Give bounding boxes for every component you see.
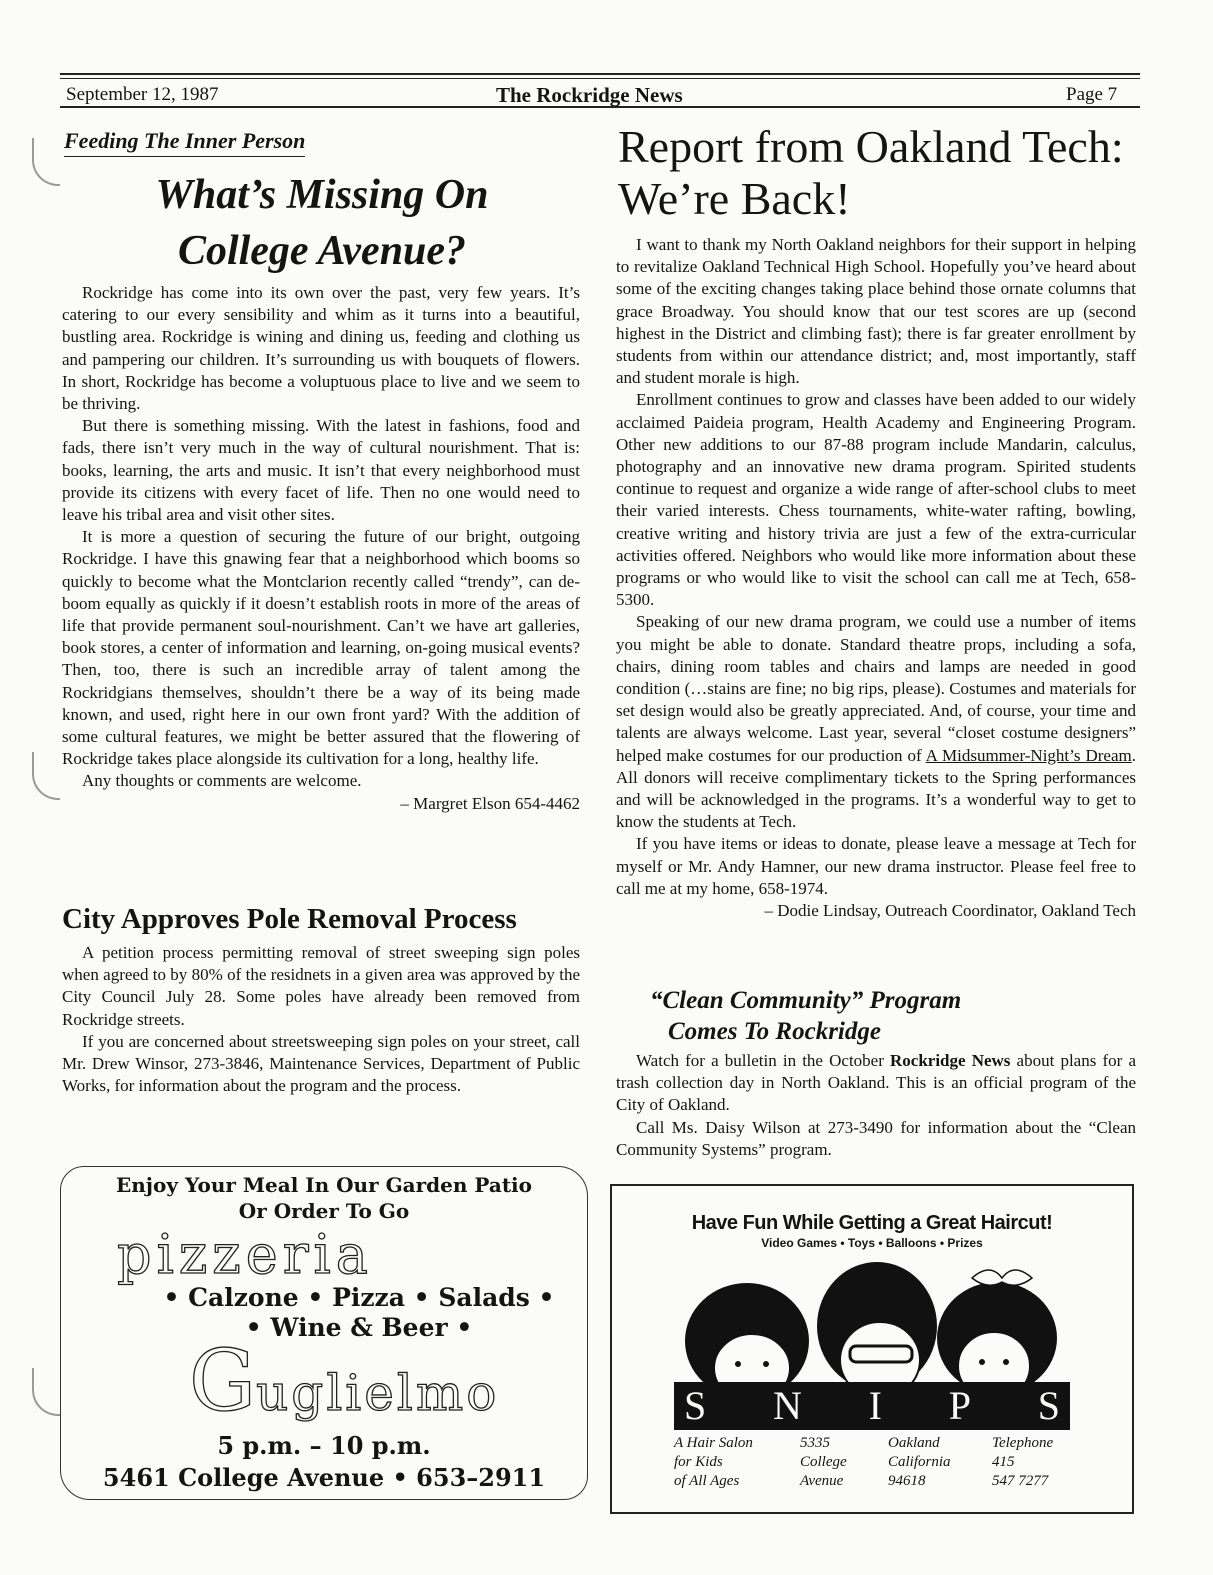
kid-eye [735, 1361, 741, 1367]
info-column [800, 1434, 847, 1491]
info-line: California [888, 1454, 951, 1470]
info-line: College [800, 1454, 847, 1470]
snips-letter: S [1037, 1383, 1060, 1428]
snips-letter: N [773, 1383, 802, 1428]
restaurant-name-initial: G [189, 1332, 257, 1430]
info-column [674, 1434, 753, 1491]
article-paragraph: Rockridge has come into its own over the past, very few years. It’s catering to our every sensibility and whim as it turns into a beautiful, bustling area. Rockridge is wining and dining us, feeding and clothing us and pampering our children. It’s surrounding us with bouquets of flowers. In short, Rockridge has become a voluptuous place to live and we seem to be thriving. [62, 283, 580, 414]
paragraph-text: . All donors will receive complimentary tickets to the Spring performances and will be acknowledged in the programs. It’s a wonderful way to get to know the students at Tech. [616, 745, 1136, 832]
paragraph-text: Watch for a bulletin in the October [636, 1051, 891, 1070]
sunglasses-icon [850, 1346, 912, 1362]
pizzeria-ad [60, 1166, 588, 1500]
info-line: 5335 [800, 1435, 830, 1451]
snips-ad [610, 1184, 1134, 1514]
hole-punch-top [32, 138, 60, 186]
article-paragraph: Any thoughts or comments are welcome. [82, 771, 362, 791]
masthead-top-rule [60, 73, 1140, 75]
pole-article-title: City Approves Pole Removal Process [62, 903, 517, 935]
kid-eye [763, 1361, 769, 1367]
paragraph-text: Speaking of our new drama program, we could use a number of items you might be able to donate. Standard theatre props, including a sofa, chairs, dining room tables and chairs and lamps are needed in good condition (…stains are fine; no big rips, please). Costumes and materials for set design would also be greatly appreciated. And, of course, your time and talents are always welcome. Last year, several “closet costume designers” helped make costumes for our production of [616, 612, 1136, 765]
tech-article-body [616, 234, 1136, 922]
hole-punch-bottom [32, 1368, 60, 1416]
clean-article-title-line1: “Clean Community” Program [650, 987, 962, 1014]
article-paragraph: If you have items or ideas to donate, please leave a message at Tech for myself or Mr. Andy Hamner, our new drama instructor. Please feel free to call me at my home, 658-1974. [616, 834, 1136, 898]
article-paragraph: It is more a question of securing the future of our bright, outgoing Rockridge. I have this gnawing fear that a neighborhood which booms so quickly to become what the Montclarion recently called “trendy”, can de-boom equally as quickly if it doesn’t establish roots in more of the areas of life that provide permanent soul-nourishment. Can’t we have art galleries, book stores, a center of information and learning, on-going musical events? Then, too, there is such an incredible array of talent among the Rockridgians themselves, shouldn’t there be a way of its being made known, and used, right here in our own front yard? With the addition of some cultural features, we might be better assured that the flowering of Rockridge takes place alongside its cultivation for a long, healthy life. [62, 527, 580, 769]
article-title-line1: What’s Missing On [155, 172, 489, 218]
pizzeria-logo-word: pizzeria [117, 1223, 373, 1286]
kid-eye [1003, 1359, 1009, 1365]
info-line: 547 7277 [992, 1473, 1049, 1489]
ad-address: 5461 College Avenue • 653–2911 [102, 1463, 546, 1492]
info-line: A Hair Salon [674, 1435, 753, 1451]
snips-letter-bar [674, 1382, 1070, 1430]
menu-items-line-1: • Calzone • Pizza • Salads • [163, 1283, 555, 1312]
masthead-bottom-rule [60, 106, 1140, 108]
tech-article-title-line2: We’re Back! [618, 173, 851, 224]
snips-letter: P [948, 1383, 971, 1428]
snips-subline: Video Games • Toys • Balloons • Prizes [761, 1236, 983, 1250]
masthead-paper-name: The Rockridge News [496, 83, 683, 107]
masthead-date: September 12, 1987 [66, 84, 219, 105]
article-signature: – Margret Elson 654-4462 [400, 793, 580, 813]
ad-headline-2: Or Order To Go [238, 1199, 410, 1223]
info-line: 415 [992, 1454, 1015, 1470]
snips-letter: S [684, 1383, 707, 1428]
info-line: of All Ages [674, 1473, 740, 1489]
paragraph-text: about plans for a trash collection day in North Oakland. This is an official program of the City of Oakland. [616, 1051, 1136, 1115]
play-title: A Midsummer-Night’s Dream [925, 745, 1132, 765]
article-title-line2: College Avenue? [177, 228, 467, 274]
clean-article-title-line2: Comes To Rockridge [668, 1018, 881, 1045]
tech-article-title-line1: Report from Oakland Tech: [618, 121, 1124, 172]
snips-letter: I [868, 1383, 882, 1428]
article-paragraph: Call Ms. Daisy Wilson at 273-3490 for information about the “Clean Community Systems” program. [616, 1117, 1136, 1159]
article-paragraph [616, 1050, 1136, 1117]
article-paragraph [616, 611, 1136, 833]
masthead-top-rule-2 [60, 78, 1140, 79]
ad-hours: 5 p.m. – 10 p.m. [217, 1431, 431, 1460]
article-signature: – Dodie Lindsay, Outreach Coordinator, Oakland Tech [764, 901, 1136, 921]
masthead-page-number: Page 7 [1066, 84, 1118, 105]
info-line: for Kids [674, 1454, 723, 1470]
info-line: Oakland [888, 1435, 940, 1451]
article-body [62, 282, 580, 815]
article-kicker: Feeding The Inner Person [64, 128, 305, 157]
article-paragraph: If you are concerned about streetsweeping sign poles on your street, call Mr. Drew Winsor, 273-3846, Maintenance Services, Department of Public Works, for information about the program and the process. [62, 1031, 580, 1096]
clean-article-body [616, 1050, 1136, 1161]
article-paragraph: I want to thank my North Oakland neighbors for their support in helping to revitalize Oakland Technical High School. Hopefully you’ve heard about some of the exciting changes taking place behind those ornate columns that grace Broadway. You should know that our test scores are up (second highest in the District and climbing fast); there is far greater enrollment by students from within our attendance district; and, most importantly, staff and student morale is high. [616, 235, 1136, 388]
restaurant-name-rest: uglielmo [256, 1364, 500, 1422]
article-paragraph: A petition process permitting removal of street sweeping sign poles when agreed to by 80% of the residnets in a given area was approved by the City Council July 28. Some poles have already been removed from Rockridge streets. [62, 943, 580, 1029]
paper-name-bold: Rockridge News [890, 1051, 1011, 1070]
menu-items-line-2: • Wine & Beer • [245, 1313, 473, 1342]
info-line: Telephone [992, 1435, 1054, 1451]
info-column [888, 1434, 951, 1491]
snips-headline: Have Fun While Getting a Great Haircut! [691, 1212, 1053, 1234]
pole-article-body [62, 942, 580, 1097]
info-column [992, 1434, 1053, 1491]
info-line: 94618 [888, 1473, 926, 1489]
article-paragraph: But there is something missing. With the latest in fashions, food and fads, there isn’t very much in the way of cultural nourishment. That is: books, learning, the arts and music. It isn’t that every neighborhood must provide its citizens with every facet of life. Then no one would need to leave his tribal area and visit other sites. [62, 416, 580, 525]
ad-headline-1: Enjoy Your Meal In Our Garden Patio [116, 1173, 532, 1197]
info-line: Avenue [800, 1473, 844, 1489]
kid-eye [979, 1359, 985, 1365]
article-paragraph: Enrollment continues to grow and classes have been added to our widely acclaimed Paideia program, Health Academy and Engineering Program. Other new additions to our 87-88 program include Mandarin, calculus, photography and an innovative new drama program. Spirited students continue to request and organize a wide range of after-school clubs to meet their varied interests. Chess tournaments, white-water rafting, bowling, creative writing and history trivia are just a few of the extra-curricular activities offered. Neighbors who would like more information about these programs or who would like to visit the school can call me at Tech, 658-5300. [616, 390, 1136, 610]
hole-punch-middle [32, 752, 60, 800]
